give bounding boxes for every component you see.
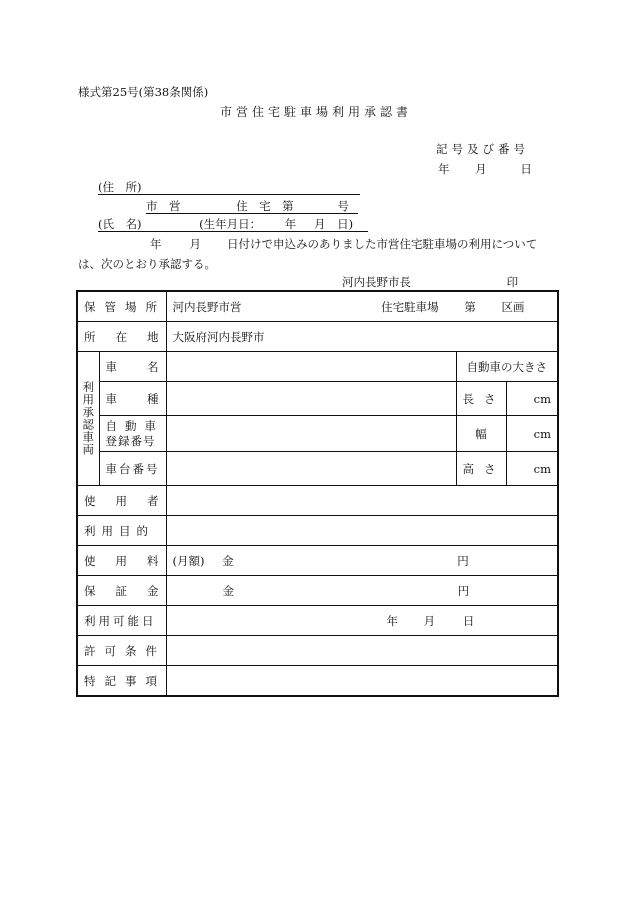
height-label (456, 452, 506, 486)
location-value: 大阪府河内長野市 (172, 329, 265, 344)
remarks-text: 特記事項 (84, 673, 166, 688)
height-unit: cm (533, 461, 552, 476)
width-unit: cm (533, 426, 552, 441)
dob-month: 月 (313, 217, 326, 231)
width-text: 幅 (475, 426, 487, 441)
purpose-label (77, 516, 166, 546)
width-value (506, 416, 558, 452)
body-year: 年 (150, 237, 162, 251)
storage-section: 区画 (501, 299, 525, 314)
deposit-label (77, 576, 179, 606)
issue-month: 月 (475, 162, 487, 176)
seal-mark: 印 (506, 275, 519, 289)
deposit-yen: 円 (457, 583, 470, 598)
vehicle-type-value (166, 382, 456, 416)
vehicle-group-label: 利用承認車両 (77, 352, 99, 486)
remarks-label (77, 666, 166, 697)
chassis-text: 車台番号 (105, 461, 160, 476)
height-value (506, 452, 558, 486)
storage-label: 保管場所 (84, 299, 166, 314)
approval-form-table (76, 290, 559, 697)
storage-value-cell (166, 291, 558, 322)
row-fee (77, 546, 558, 576)
storage-label-cell (77, 291, 166, 322)
dob-label: (生年月日： (199, 217, 262, 231)
address-line (98, 179, 360, 195)
avail-day: 日 (462, 613, 475, 628)
vehicle-type-text: 車種 (105, 391, 189, 406)
deposit-text: 保証金 (84, 583, 179, 598)
length-unit: cm (533, 391, 552, 406)
issue-day: 日 (520, 162, 532, 176)
row-user (77, 486, 558, 516)
row-storage (77, 291, 558, 322)
width-label (456, 416, 506, 452)
registration-label (99, 416, 166, 452)
row-chassis (77, 452, 558, 486)
housing-name: 住 宅 第 (236, 199, 294, 213)
length-value (506, 382, 558, 416)
registration-line-1: 自動車 (105, 418, 164, 433)
housing-city: 市 営 (146, 199, 181, 213)
length-label (456, 382, 506, 416)
storage-value: 河内長野市営 (172, 299, 242, 314)
row-remarks (77, 666, 558, 697)
length-text: 長さ (462, 391, 506, 406)
purpose-text: 利用目的 (84, 523, 154, 538)
row-deposit (77, 576, 558, 606)
row-location (77, 322, 558, 352)
location-label: 所在地 (84, 329, 179, 344)
conditions-label (77, 636, 166, 666)
car-size-text: 自動車の大きさ (466, 359, 548, 374)
fee-text: 使用料 (84, 553, 179, 568)
registration-value (166, 416, 456, 452)
user-value (166, 486, 558, 516)
chassis-value (166, 452, 456, 486)
row-purpose (77, 516, 558, 546)
chassis-label (99, 452, 166, 486)
dob-year: 年 (284, 217, 297, 231)
issue-date (438, 161, 532, 177)
record-number-label: 記号及び番号 (436, 142, 529, 156)
fee-yen: 円 (457, 553, 469, 568)
vehicle-name-text: 車名 (105, 359, 189, 374)
vehicle-name-value (166, 352, 456, 382)
row-registration (77, 416, 558, 452)
avail-month: 月 (423, 613, 436, 628)
body-text: 日付けで申込みのありました市営住宅駐車場の利用については、次のとおり承認する。 (78, 237, 538, 271)
row-available (77, 606, 558, 636)
row-vehicle-type (77, 382, 558, 416)
form-number: 様式第25号(第38条関係) (78, 85, 209, 99)
mayor-title: 河内長野市長 (342, 275, 411, 289)
location-value-cell (166, 322, 558, 352)
mayor-signature (342, 274, 518, 290)
available-text: 利用可能日 (84, 613, 157, 628)
dob-day: 日) (337, 217, 354, 231)
body-month: 月 (189, 237, 201, 251)
user-text: 使用者 (84, 493, 179, 508)
purpose-value (166, 516, 558, 546)
deposit-kin: 金 (222, 583, 234, 598)
name-line (98, 216, 368, 232)
storage-lot: 住宅駐車場 (381, 299, 439, 314)
avail-year: 年 (386, 613, 398, 628)
fee-label (77, 546, 179, 576)
name-label: (氏 名) (98, 217, 142, 231)
fee-monthly: (月額) (172, 553, 205, 568)
issue-year: 年 (438, 162, 450, 176)
document-title: 市営住宅駐車場利用承認書 (220, 105, 413, 119)
fee-value (166, 546, 558, 576)
vehicle-type-label (99, 382, 189, 416)
housing-no: 号 (337, 199, 349, 213)
conditions-text: 許可条件 (84, 643, 166, 658)
location-label-cell (77, 322, 179, 352)
available-label (77, 606, 166, 636)
storage-no: 第 (464, 299, 476, 314)
registration-line-2: 登録番号 (105, 433, 156, 448)
car-size-label (456, 352, 558, 382)
user-label (77, 486, 179, 516)
deposit-value (166, 576, 558, 606)
vehicle-name-label (99, 352, 189, 382)
available-value (166, 606, 558, 636)
conditions-value (166, 636, 558, 666)
row-conditions (77, 636, 558, 666)
housing-line (146, 198, 358, 214)
approval-text (78, 234, 556, 274)
row-vehicle-name (77, 352, 558, 382)
height-text: 高さ (462, 461, 506, 476)
fee-kin: 金 (222, 553, 234, 568)
address-label: (住 所) (98, 180, 142, 194)
remarks-value (166, 666, 558, 697)
